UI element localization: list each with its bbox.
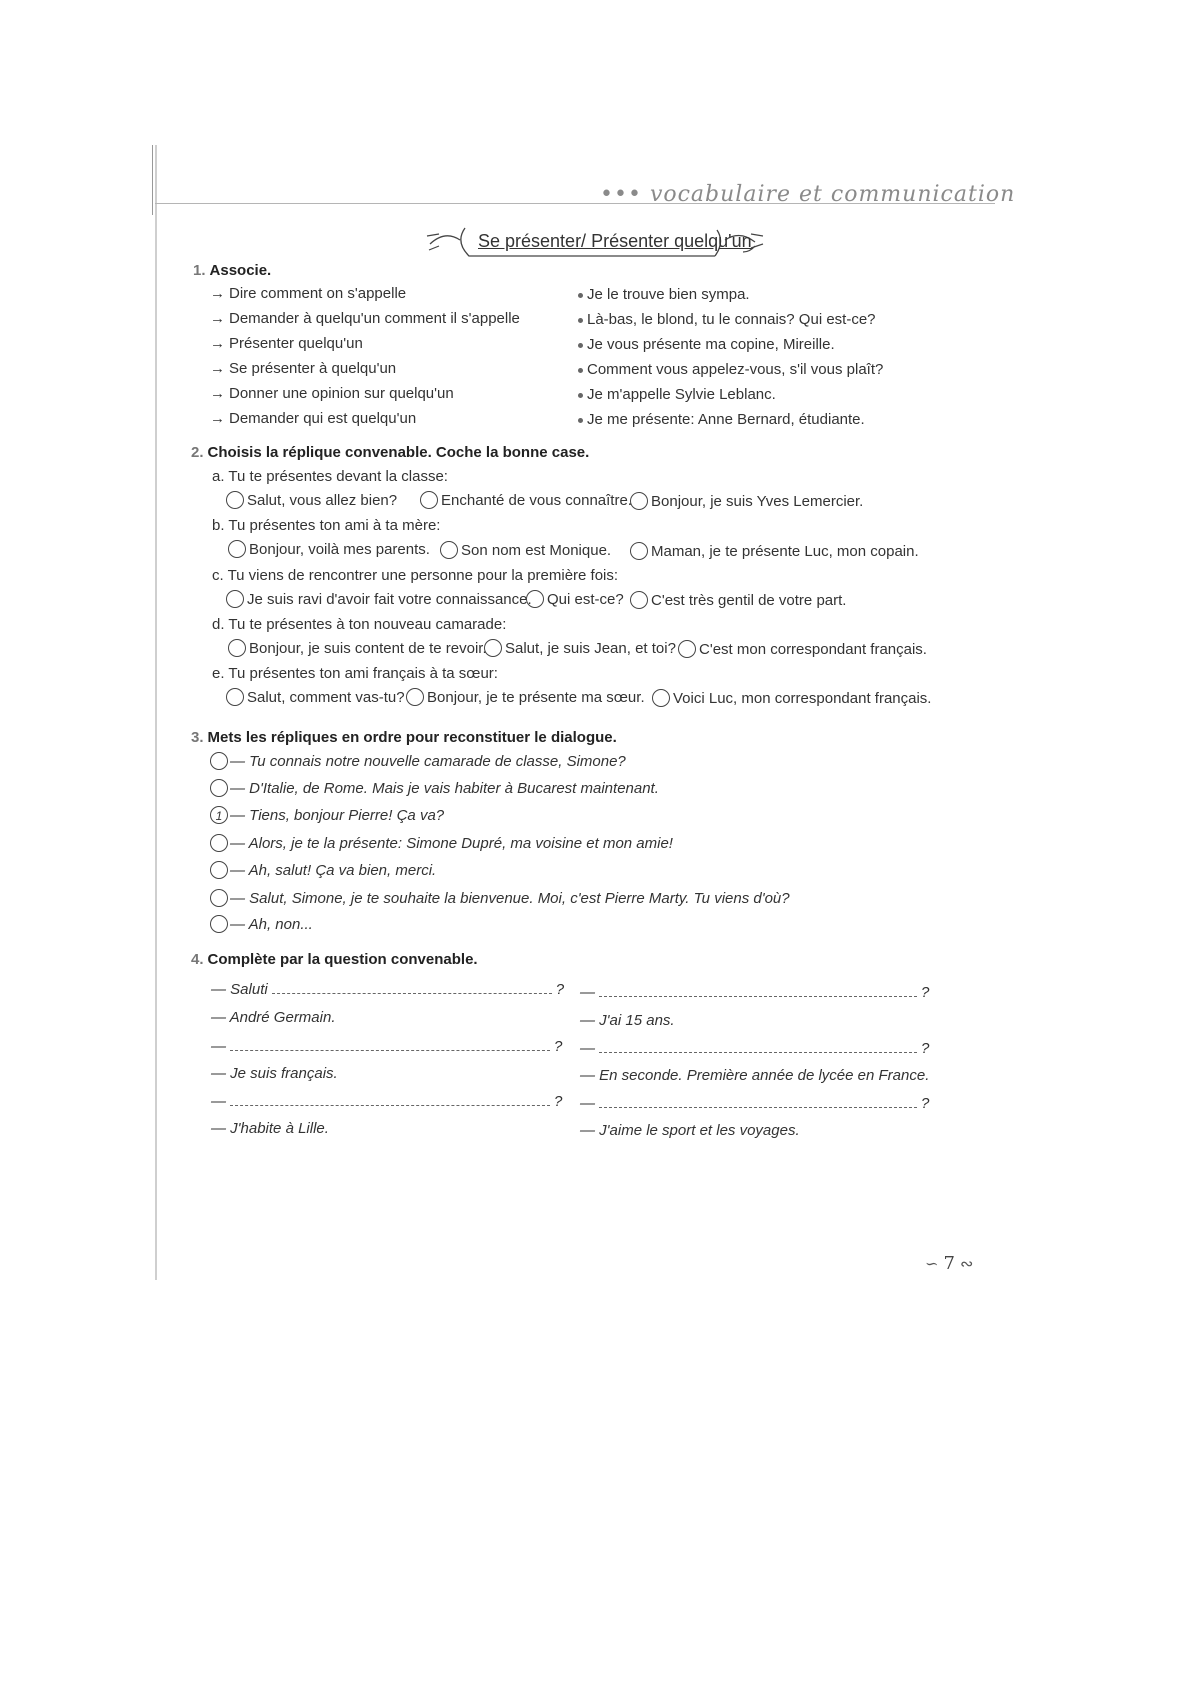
ex2-option[interactable]: [630, 492, 863, 510]
bullet-dot-icon: [578, 293, 583, 298]
ex2-option[interactable]: [630, 591, 846, 609]
ex4-question-blank[interactable]: [211, 1038, 562, 1055]
scan-edge-dark: [152, 145, 153, 215]
answer-line[interactable]: [230, 1097, 550, 1106]
order-circle[interactable]: [210, 915, 228, 933]
ex2-option-text: Enchanté de vous connaître.: [441, 491, 632, 509]
ex4-question-blank[interactable]: [211, 981, 564, 998]
section-label: [600, 182, 1015, 207]
ex2-option[interactable]: [630, 542, 919, 560]
ex2-option[interactable]: [678, 640, 927, 658]
question-mark: ?: [921, 984, 930, 1001]
bullet-dot-icon: [578, 418, 583, 423]
ex4-instruction: Complète par la question convenable.: [207, 951, 478, 968]
ex1-left-item[interactable]: [210, 285, 406, 302]
ex1-left-text: Demander qui est quelqu'un: [229, 410, 417, 427]
ex3-line-text: — Alors, je te la présente: Simone Dupré, ma voisine et mon amie!: [230, 834, 673, 852]
page-number-block: [925, 1253, 973, 1274]
ex1-right-item[interactable]: [578, 361, 883, 378]
ex2-option[interactable]: [406, 688, 645, 706]
ex1-instruction: Associe.: [209, 262, 272, 279]
ex1-right-item[interactable]: [578, 411, 865, 428]
ex1-left-text: Se présenter à quelqu'un: [229, 360, 397, 377]
scan-edge: [155, 145, 157, 1280]
ex3-dialogue-line[interactable]: [210, 861, 436, 879]
ex4-answer: — J'ai 15 ans.: [580, 1012, 675, 1029]
ex4-question-prefix: —: [580, 1040, 595, 1057]
page-ornament-left-icon: ∽: [925, 1254, 944, 1273]
ex1-right-item[interactable]: [578, 311, 876, 328]
ex4-answer: — Je suis français.: [211, 1065, 338, 1082]
ex1-left-item[interactable]: [210, 360, 396, 377]
page-title: Se présenter/ Présenter quelqu'un: [478, 231, 752, 251]
radio-circle[interactable]: [440, 541, 458, 559]
ex4-question-blank[interactable]: [580, 984, 929, 1001]
question-mark: ?: [554, 1093, 563, 1110]
arrow-right-icon: →: [210, 285, 225, 302]
ex3-dialogue-line[interactable]: [210, 806, 444, 824]
ex2-prompt: e. Tu présentes ton ami français à ta sœur:: [212, 665, 498, 682]
ex4-question-blank[interactable]: [211, 1093, 562, 1110]
ex2-option-text: Je suis ravi d'avoir fait votre connaissance.: [247, 590, 532, 608]
order-circle[interactable]: [210, 861, 228, 879]
ex4-answer: — André Germain.: [211, 1009, 336, 1026]
radio-circle[interactable]: [652, 689, 670, 707]
ex1-left-item[interactable]: [210, 410, 416, 427]
page-ornament-right-icon: ∾: [954, 1254, 974, 1273]
radio-circle[interactable]: [678, 640, 696, 658]
order-circle[interactable]: 1: [210, 806, 228, 824]
ex2-option[interactable]: [652, 689, 931, 707]
arrow-right-icon: →: [210, 360, 225, 377]
radio-circle[interactable]: [630, 542, 648, 560]
ex2-option[interactable]: [226, 590, 532, 608]
title-banner: [425, 222, 765, 262]
ex1-right-item[interactable]: [578, 386, 776, 403]
ex3-dialogue-line[interactable]: [210, 752, 626, 770]
ex3-line-text: — Ah, non...: [230, 915, 313, 933]
ex3-line-text: — D'Italie, de Rome. Mais je vais habiter à Bucarest maintenant.: [230, 779, 659, 797]
ex4-question-blank[interactable]: [580, 1040, 929, 1057]
ex1-right-text: Comment vous appelez-vous, s'il vous plaît?: [587, 361, 884, 378]
ex4-question-blank[interactable]: [580, 1095, 929, 1112]
ex1-left-text: Présenter quelqu'un: [229, 335, 363, 352]
ex2-prompt: c. Tu viens de rencontrer une personne pour la première fois:: [212, 567, 619, 584]
ex2-prompt: a. Tu te présentes devant la classe:: [212, 468, 448, 485]
ex3-line-text: — Salut, Simone, je te souhaite la bienvenue. Moi, c'est Pierre Marty. Tu viens d'où?: [230, 889, 790, 907]
ex2-heading: [191, 444, 589, 461]
radio-circle[interactable]: [228, 639, 246, 657]
answer-line[interactable]: [272, 985, 552, 994]
question-mark: ?: [555, 981, 565, 998]
ex2-option-text: Salut, je suis Jean, et toi?: [505, 639, 676, 657]
ex1-left-item[interactable]: [210, 335, 363, 352]
ex4-question-prefix: —: [211, 1093, 226, 1110]
ex4-answer: — J'habite à Lille.: [211, 1120, 329, 1137]
ex2-option-text: Maman, je te présente Luc, mon copain.: [651, 542, 919, 560]
arrow-right-icon: →: [210, 310, 225, 327]
ex2-option-text: Salut, comment vas-tu?: [247, 688, 405, 706]
ex2-option-text: Bonjour, je suis Yves Lemercier.: [651, 492, 864, 510]
radio-circle[interactable]: [630, 492, 648, 510]
ex4-answer: — J'aime le sport et les voyages.: [580, 1122, 800, 1139]
ex2-option-text: C'est mon correspondant français.: [699, 640, 927, 658]
ex3-dialogue-line[interactable]: [210, 889, 790, 907]
question-mark: ?: [921, 1095, 930, 1112]
ex1-number: 1.: [193, 262, 206, 279]
arrow-right-icon: →: [210, 335, 225, 352]
ex3-line-text: — Tiens, bonjour Pierre! Ça va?: [230, 806, 445, 824]
answer-line[interactable]: [599, 988, 917, 997]
ex2-option[interactable]: [228, 639, 487, 657]
question-mark: ?: [554, 1038, 563, 1055]
ex2-option[interactable]: [526, 590, 624, 608]
bullet-dot-icon: [578, 368, 583, 373]
ex2-option[interactable]: [440, 541, 611, 559]
answer-line[interactable]: [599, 1099, 917, 1108]
radio-circle[interactable]: [226, 491, 244, 509]
ex1-left-text: Dire comment on s'appelle: [229, 285, 407, 302]
ex2-instruction: Choisis la réplique convenable. Coche la bonne case.: [207, 444, 590, 461]
radio-circle[interactable]: [228, 540, 246, 558]
ex1-left-item[interactable]: [210, 385, 454, 402]
order-circle[interactable]: [210, 834, 228, 852]
ex1-left-item[interactable]: [210, 310, 520, 327]
ex2-option-text: Voici Luc, mon correspondant français.: [673, 689, 932, 707]
ex3-dialogue-line[interactable]: [210, 915, 313, 933]
ex2-option-text: Bonjour, voilà mes parents.: [249, 540, 430, 558]
ex1-right-item[interactable]: [578, 286, 750, 303]
ex2-prompt: d. Tu te présentes à ton nouveau camarade:: [212, 616, 507, 633]
ex2-option[interactable]: [226, 491, 397, 509]
ex2-option[interactable]: [226, 688, 405, 706]
radio-circle[interactable]: [226, 590, 244, 608]
ex3-dialogue-line[interactable]: [210, 834, 673, 852]
order-circle[interactable]: [210, 889, 228, 907]
ex2-option[interactable]: [228, 540, 430, 558]
ex4-question-prefix: —: [580, 984, 595, 1001]
radio-circle[interactable]: [226, 688, 244, 706]
ex2-prompt: b. Tu présentes ton ami à ta mère:: [212, 517, 441, 534]
answer-line[interactable]: [230, 1042, 550, 1051]
ex3-number: 3.: [191, 729, 204, 746]
radio-circle[interactable]: [526, 590, 544, 608]
ex1-right-text: Je m'appelle Sylvie Leblanc.: [587, 386, 776, 403]
radio-circle[interactable]: [484, 639, 502, 657]
ex4-answer: — En seconde. Première année de lycée en France.: [580, 1067, 930, 1084]
section-label-dots: •••: [600, 182, 650, 207]
ex3-dialogue-line[interactable]: [210, 779, 659, 797]
bullet-dot-icon: [578, 343, 583, 348]
ex4-question-prefix: —: [211, 1038, 226, 1055]
arrow-right-icon: →: [210, 385, 225, 402]
ex1-right-item[interactable]: [578, 336, 835, 353]
ex2-option-text: Bonjour, je suis content de te revoir.: [249, 639, 487, 657]
ex1-left-text: Donner une opinion sur quelqu'un: [229, 385, 454, 402]
question-mark: ?: [921, 1040, 930, 1057]
ex2-option-text: Salut, vous allez bien?: [247, 491, 398, 509]
ex3-heading: [191, 729, 617, 746]
ex3-line-text: — Tu connais notre nouvelle camarade de classe, Simone?: [230, 752, 626, 770]
ex2-option-text: Son nom est Monique.: [461, 541, 612, 559]
answer-line[interactable]: [599, 1044, 917, 1053]
ex4-question-prefix: —: [580, 1095, 595, 1112]
ex3-instruction: Mets les répliques en ordre pour reconstituer le dialogue.: [207, 729, 617, 746]
ex1-left-text: Demander à quelqu'un comment il s'appelle: [229, 310, 520, 327]
radio-circle[interactable]: [406, 688, 424, 706]
ex4-number: 4.: [191, 951, 204, 968]
ex3-line-text: — Ah, salut! Ça va bien, merci.: [230, 861, 437, 879]
bullet-dot-icon: [578, 318, 583, 323]
ex2-option[interactable]: [420, 491, 632, 509]
ex2-number: 2.: [191, 444, 204, 461]
ex4-question-prefix: — Saluti: [211, 981, 268, 998]
arrow-right-icon: →: [210, 410, 225, 427]
page-number: 7: [943, 1253, 955, 1274]
bullet-dot-icon: [578, 393, 583, 398]
ex2-option-text: Bonjour, je te présente ma sœur.: [427, 688, 645, 706]
ex2-option-text: C'est très gentil de votre part.: [651, 591, 847, 609]
ex2-option[interactable]: [484, 639, 676, 657]
ex2-option-text: Qui est-ce?: [547, 590, 624, 608]
ex1-right-text: Je le trouve bien sympa.: [587, 286, 750, 303]
order-circle[interactable]: [210, 779, 228, 797]
section-label-text: vocabulaire et communication: [649, 182, 1016, 207]
ex1-right-text: Là-bas, le blond, tu le connais? Qui est-ce?: [587, 311, 876, 328]
ex1-right-text: Je vous présente ma copine, Mireille.: [587, 336, 835, 353]
ex4-heading: [191, 951, 478, 968]
order-circle[interactable]: [210, 752, 228, 770]
ex1-right-text: Je me présente: Anne Bernard, étudiante.: [587, 411, 865, 428]
radio-circle[interactable]: [420, 491, 438, 509]
ex1-heading: [193, 262, 271, 279]
radio-circle[interactable]: [630, 591, 648, 609]
